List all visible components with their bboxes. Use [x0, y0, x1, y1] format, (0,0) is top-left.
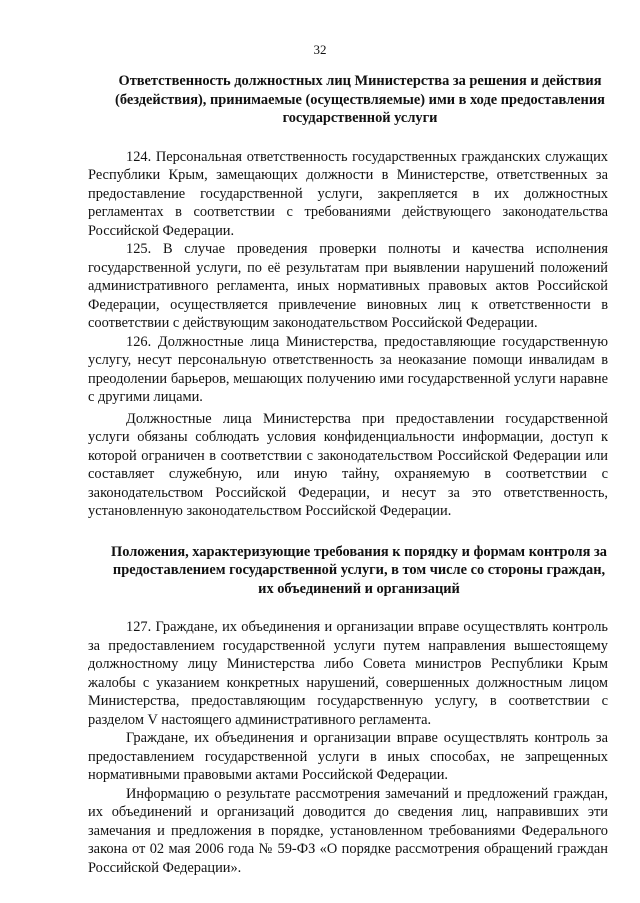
- paragraph-124: 124. Персональная ответственность государственных гражданских служащих Республики Крым, замещающих должности в Министерстве, ответственных за предоставление государственной услуги, закрепляется в их должностных регламентах в соответствии с требованиями действующего законодательства Российской Федерации.: [88, 148, 608, 239]
- paragraph-citizens-control: Граждане, их объединения и организации вправе осуществлять контроль за предоставлением государственной услуги в иных способах, не запрещенных нормативными правовыми актами Российской Федерации.: [88, 730, 608, 783]
- paragraph-126: 126. Должностные лица Министерства, предоставляющие государственную услугу, несут персональную ответственность за неоказание помощи инвалидам в преодолении барьеров, мешающих получению ими государственной услуги наравне с другими лицами.: [88, 333, 608, 405]
- section-heading-control: Положения, характеризующие требования к порядку и формам контроля за предоставлением государственной услуги, в том числе со стороны граждан, их объединений и организаций: [111, 543, 607, 597]
- paragraph-127: 127. Граждане, их объединения и организации вправе осуществлять контроль за предоставлением государственной услуги путем направления вышестоящему должностному лицу Министерства либо Совета министров Республики Крым жалобы с указанием конкретных нарушений, совершенных должностным лицом Министерства, предоставляющим государственную услугу, в соответствии с разделом V настоящего административного регламента.: [88, 619, 608, 728]
- paragraph-confidentiality: Должностные лица Министерства при предоставлении государственной услуги обязаны соблюдать условия конфиденциальности информации, доступ к которой ограничен в соответствии с законодательством Российской Федерации или составляет служебную, или иную тайну, охраняемую в соответствии с законодательством Российской Федерации, и несут за это ответственность, установленную законодательством Российской Федерации.: [88, 410, 608, 519]
- paragraph-125: 125. В случае проведения проверки полноты и качества исполнения государственной услуги, по её результатам при выявлении нарушений положений административного регламента, иных нормативных правовых актов Российской Федерации, осуществляется привлечение виновных лиц к ответственности в соответствии с действующим законодательством Российской Федерации.: [88, 241, 608, 331]
- page-number: 32: [313, 42, 327, 57]
- page-content: [88, 72, 608, 877]
- section-heading-responsibility: Ответственность должностных лиц Министерства за решения и действия (бездействия), принимаемые (осуществляемые) ими в ходе предоставления государственной услуги: [115, 73, 605, 126]
- paragraph-information-result: Информацию о результате рассмотрения замечаний и предложений граждан, их объединений и организаций доводится до сведения лиц, направивших эти замечания и предложения в порядке, установленном требованиями Федерального закона от 02 мая 2006 года № 59-ФЗ «О порядке рассмотрения обращений граждан Российской Федерации».: [88, 785, 608, 876]
